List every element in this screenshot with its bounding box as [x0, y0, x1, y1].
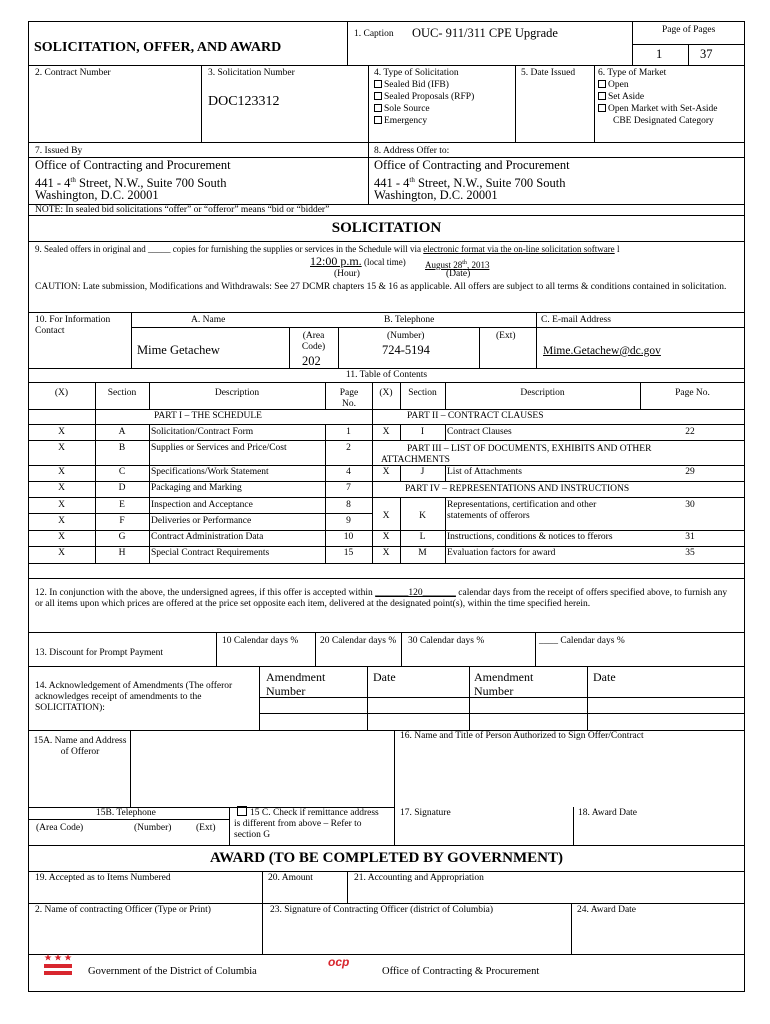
toc-row-page: 15: [343, 548, 354, 558]
offer-time: 12:00 p.m. (local time): [310, 254, 406, 268]
toc-row-description: List of Attachments: [447, 467, 522, 477]
offer-date: August 28th, 2013: [425, 260, 490, 270]
toc-row-description: Specifications/Work Statement: [151, 467, 269, 477]
caption-label: 1. Caption: [354, 29, 394, 39]
award-date-24-label: 24. Award Date: [577, 905, 637, 915]
toc-row-section: E: [119, 500, 125, 510]
contract-number-label: 2. Contract Number: [35, 68, 111, 78]
hour-label: (Hour): [334, 269, 360, 279]
toc-row-x: X: [382, 427, 390, 437]
ext-label: (Ext): [496, 331, 516, 341]
toc-row-section: B: [118, 443, 126, 453]
toc-col-x-right: (X): [379, 388, 393, 398]
checkbox-icon: [374, 116, 382, 124]
toc-row-x: X: [382, 532, 390, 542]
toc-row-x: X: [58, 443, 65, 453]
area-code-label: (Area Code): [301, 331, 326, 352]
toc-row-section: L: [419, 532, 426, 542]
toc-row-page: 29: [685, 467, 695, 477]
checkbox-checked-icon: [374, 80, 382, 88]
toc-row-x: X: [382, 511, 390, 521]
toc-row-page: 8: [346, 500, 351, 510]
contact-number: 724-5194: [382, 343, 430, 357]
checkbox-open[interactable]: Open: [598, 80, 629, 91]
toc-row-description: Contract Administration Data: [151, 532, 264, 542]
name-address-offeror-label: 15A. Name and Address of Offeror: [33, 736, 127, 757]
telephone-ext-label: (Ext): [196, 823, 216, 833]
toc-row-section: G: [118, 532, 126, 542]
contact-name: Mime Getachew: [137, 343, 220, 357]
solicitation-number-label: 3. Solicitation Number: [208, 68, 295, 78]
ocp-logo: [327, 954, 351, 970]
acknowledgement-label: 14. Acknowledgement of Amendments (The offeror acknowledges receipt of amendments to the SOLICITATION):: [35, 681, 233, 713]
toc-row-page: 30: [685, 500, 695, 510]
toc-row-x: X: [58, 483, 65, 493]
toc-row-page: 2: [346, 443, 351, 453]
date-issued-label: 5. Date Issued: [521, 68, 576, 78]
amount-label: 20. Amount: [268, 873, 313, 883]
toc-row-page: 9: [346, 516, 351, 526]
info-contact-label: 10. For Information Contact: [35, 315, 111, 336]
toc-row-page: 4: [346, 467, 351, 477]
checkbox-icon: [598, 92, 606, 100]
officer-name-label: 2. Name of contracting Officer (Type or Print): [35, 905, 211, 915]
page-of-pages-label: Page of Pages: [662, 25, 716, 35]
toc-row-x: X: [58, 467, 65, 477]
amendment-number-2: Amendment Number: [474, 670, 534, 698]
issued-by-label: 7. Issued By: [35, 146, 83, 156]
toc-row-description: Contract Clauses: [447, 427, 512, 437]
toc-col-description: Description: [214, 388, 260, 398]
checkbox-icon: [374, 92, 382, 100]
solicitation-number: DOC123312: [208, 94, 280, 109]
telephone-15b-label: 15B. Telephone: [96, 808, 156, 818]
toc-row-x: X: [58, 500, 65, 510]
toc-row-description: Supplies or Services and Price/Cost: [151, 443, 287, 453]
toc-row-section: F: [119, 516, 125, 526]
item12-text: 12. In conjunction with the above, the undersigned agrees, if this offer is accepted within _______120_______ calendar days from the receipt of offers specified above, to furnish any or all items upon which prices are offered at the price set opposite each item, delivered at the designated point(s), within the time specified herein.: [35, 588, 728, 609]
checkbox-checked-icon: [598, 80, 606, 88]
discount-30-days: 30 Calendar days %: [408, 636, 485, 646]
toc-part2: PART II – CONTRACT CLAUSES: [407, 411, 544, 421]
toc-row-x: X: [58, 532, 65, 542]
toc-row-x: X: [58, 427, 65, 437]
toc-heading: 11. Table of Contents: [345, 370, 428, 380]
toc-row-description: Representations, certification and other statements of offerors: [447, 500, 597, 521]
toc-col-page: Page No.: [339, 388, 359, 409]
sealed-bid-note: NOTE: In sealed bid solicitations “offer” or “offeror” means “bid or “bidder”: [35, 205, 330, 215]
number-label: (Number): [387, 331, 425, 341]
toc-row-page: 22: [685, 427, 695, 437]
toc-row-x: X: [58, 516, 65, 526]
toc-part1: PART I – THE SCHEDULE: [154, 411, 262, 421]
checkbox-sole-source[interactable]: Sole Source: [374, 104, 430, 115]
page-number: 1: [656, 47, 663, 61]
toc-row-page: 10: [343, 532, 354, 542]
solicitation-heading: SOLICITATION: [331, 220, 442, 236]
telephone-number-label: (Number): [134, 823, 172, 833]
checkbox-sealed-proposals[interactable]: Sealed Proposals (RFP): [374, 92, 474, 103]
authorized-person-label: 16. Name and Title of Person Authorized to Sign Offer/Contract: [400, 731, 644, 741]
toc-row-section: D: [118, 483, 126, 493]
type-of-solicitation-label: 4. Type of Solicitation: [374, 68, 459, 78]
discount-20-days: 20 Calendar days %: [320, 636, 397, 646]
toc-row-section: J: [420, 467, 425, 477]
checkbox-sealed-bid[interactable]: Sealed Bid (IFB): [374, 80, 449, 91]
toc-row-section: M: [418, 548, 427, 558]
toc-col-x: (X): [54, 388, 69, 398]
toc-row-section: I: [420, 427, 425, 437]
amendment-date-2: Date: [593, 670, 616, 684]
accepted-items-label: 19. Accepted as to Items Numbered: [35, 873, 171, 883]
toc-row-x: X: [58, 548, 65, 558]
toc-row-section: A: [118, 427, 126, 437]
toc-row-description: Instructions, conditions & notices to fferors: [447, 532, 613, 542]
toc-row-description: Evaluation factors for award: [447, 548, 556, 558]
footer-office: Office of Contracting & Procurement: [382, 966, 540, 977]
officer-signature-label: 23. Signature of Contracting Officer (district of Columbia): [270, 905, 494, 915]
toc-row-section: C: [118, 467, 126, 477]
amendment-date-1: Date: [373, 670, 396, 684]
toc-part4: PART IV – REPRESENTATIONS AND INSTRUCTIONS: [405, 484, 630, 494]
checkbox-icon: [374, 104, 382, 112]
checkbox-emergency[interactable]: Emergency: [374, 116, 427, 127]
toc-row-page: 1: [346, 427, 351, 437]
toc-col-description-right: Description: [520, 388, 565, 398]
contact-area-code: 202: [302, 354, 321, 368]
discount-label: 13. Discount for Prompt Payment: [35, 648, 163, 658]
toc-row-x: X: [382, 467, 390, 477]
toc-row-section: K: [419, 511, 426, 521]
award-date-18-label: 18. Award Date: [578, 808, 638, 818]
toc-row-description: Special Contract Requirements: [151, 548, 270, 558]
toc-part3: PART III – LIST OF DOCUMENTS, EXHIBITS AND OTHER ATTACHMENTS: [381, 444, 652, 465]
toc-row-description: Packaging and Marking: [151, 483, 242, 493]
email-label: C. E-mail Address: [541, 315, 611, 325]
dc-flag-logo: [44, 953, 72, 977]
type-of-market-label: 6. Type of Market: [598, 68, 667, 78]
award-heading: AWARD (TO BE COMPLETED BY GOVERNMENT): [210, 850, 563, 866]
remittance-label: 15 C. Check if remittance address is different from above – Refer to section G: [234, 808, 379, 840]
checkbox-open-market-set-aside[interactable]: Open Market with Set-Aside: [598, 104, 718, 115]
toc-row-description: Inspection and Acceptance: [151, 500, 253, 510]
discount-other-days: ____ Calendar days %: [539, 636, 625, 646]
checkbox-icon: [598, 104, 606, 112]
footer-government: Government of the District of Columbia: [88, 966, 257, 977]
address-offer-label: 8. Address Offer to:: [374, 146, 450, 156]
toc-row-page: 31: [685, 532, 695, 542]
contact-email-link[interactable]: Mime.Getachew@dc.gov: [543, 345, 661, 357]
amendment-number-1: Amendment Number: [266, 670, 326, 698]
toc-row-description: Solicitation/Contract Form: [151, 427, 254, 437]
date-label: (Date): [446, 269, 471, 279]
cbe-category-label: CBE Designated Category: [613, 116, 714, 126]
name-label: A. Name: [191, 315, 226, 325]
caption-value: OUC- 911/311 CPE Upgrade: [412, 26, 558, 40]
toc-col-page-right: Page No.: [675, 388, 710, 398]
toc-row-page: 35: [685, 548, 695, 558]
signature-label: 17. Signature: [400, 808, 451, 818]
toc-row-description: Deliveries or Performance: [151, 516, 252, 526]
total-pages: 37: [700, 47, 713, 61]
discount-10-days: 10 Calendar days %: [222, 636, 299, 646]
svg-text:ocp: ocp: [328, 955, 350, 969]
toc-row-page: 7: [346, 483, 351, 493]
telephone-label: B. Telephone: [384, 315, 435, 325]
toc-col-section-right: Section: [408, 388, 437, 398]
toc-row-section: H: [118, 548, 126, 558]
caution-text: CAUTION: Late submission, Modifications and Withdrawals: See 27 DCMR chapters 15 & 16 as applicable. All offers are subject to all terms & conditions contained in solicitation.: [35, 282, 727, 292]
accounting-label: 21. Accounting and Appropriation: [354, 873, 484, 883]
form-title: SOLICITATION, OFFER, AND AWARD: [34, 40, 282, 55]
telephone-area-code-label: (Area Code): [36, 823, 84, 833]
toc-row-x: X: [382, 548, 390, 558]
item9-text: 9. Sealed offers in original and _____ copies for furnishing the supplies or services in the Schedule will via electronic format via the on-line solicitation software l: [35, 244, 620, 254]
toc-col-section: Section: [107, 388, 137, 398]
checkbox-set-aside[interactable]: Set Aside: [598, 92, 644, 103]
